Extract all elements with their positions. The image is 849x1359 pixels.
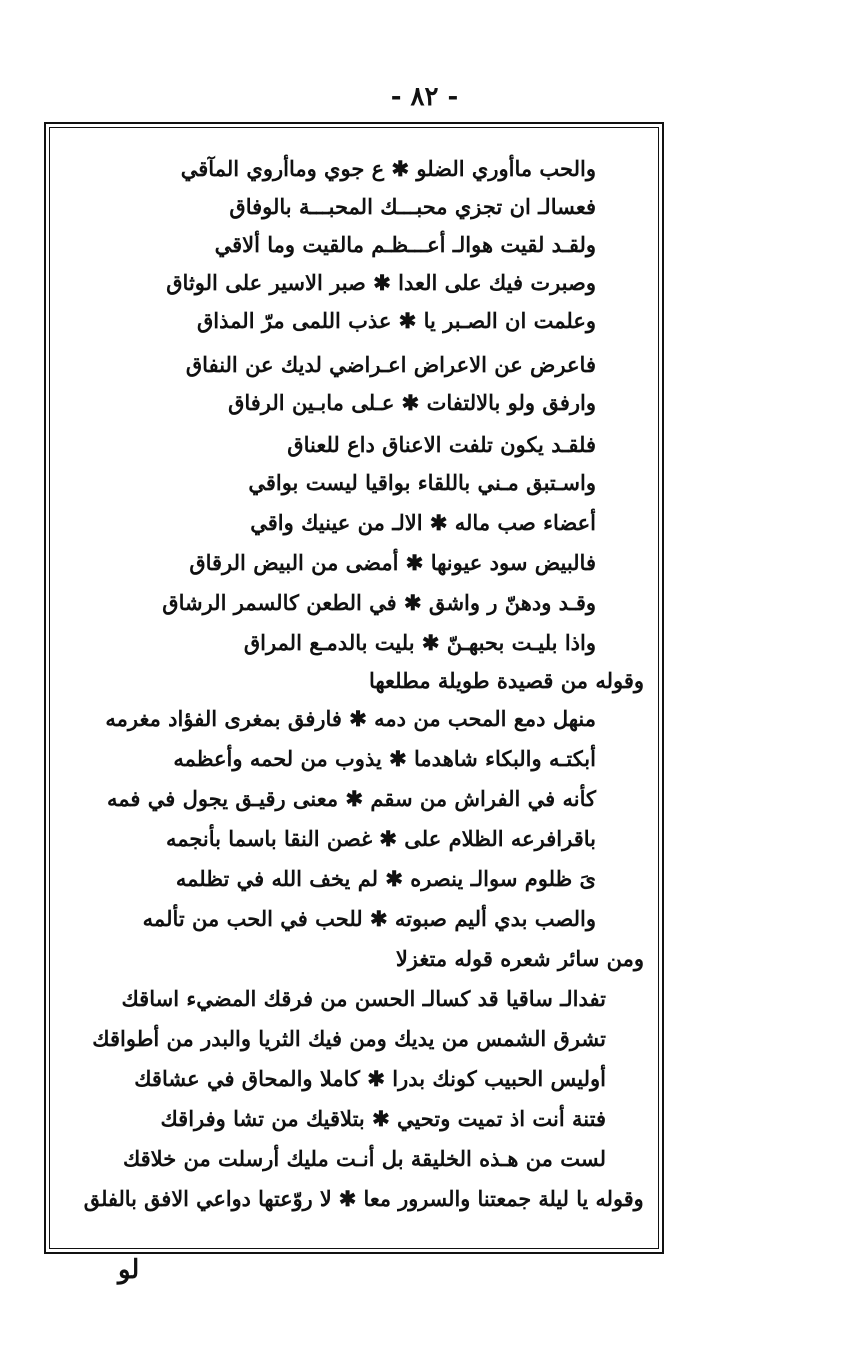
catchword: لو: [118, 1255, 140, 1285]
verse-line: وصبرت فيك على العدا ✱ صبر الاسير على الوثاق: [166, 270, 596, 295]
verse-line: والصب بدي أليم صبوته ✱ للحب في الحب من تألمه: [142, 906, 596, 931]
verse-line: والحب ماأوري الضلو ✱ ع جوي وماأروي المآقي: [180, 156, 596, 181]
verse-line: فتنة أنت اذ تميت وتحيي ✱ بتلاقيك من تشا وفراقك: [160, 1106, 606, 1131]
verse-line: باقرافرعه الظلام على ✱ غصن النقا باسما بأنجمه: [165, 826, 596, 851]
section-heading: وقوله من قصيدة طويلة مطلعها: [368, 668, 644, 693]
verse-line: فاعرض عن الاعراض اعـراضي لديك عن النفاق: [185, 352, 596, 377]
verse-line: أوليس الحبيب كونك بدرا ✱ كاملا والمحاق في عشاقك: [134, 1066, 606, 1091]
verse-line: ىَ ظلوم سوالـ ينصره ✱ لم يخف الله في تظلمه: [175, 866, 596, 891]
verse-line: وعلمت ان الصـبر يا ✱ عذب اللمى مرّ المذاق: [197, 308, 596, 333]
verse-line: تشرق الشمس من يديك ومن فيك الثريا والبدر من أطواقك: [92, 1026, 606, 1051]
verse-line: أعضاء صب ماله ✱ الالـ من عينيك واقي: [250, 510, 596, 535]
verse-line: فعسالـ ان تجزي محبـــك المحبـــة بالوفاق: [229, 194, 596, 219]
verse-line: تفدالـ ساقيا قد كسالـ الحسن من فرقك المضيء اساقك: [121, 986, 606, 1011]
verse-line: وقوله يا ليلة جمعتنا والسرور معا ✱ لا روّعتها دواعي الافق بالفلق: [84, 1186, 644, 1211]
verse-line: منهل دمع المحب من دمه ✱ فارفق بمغرى الفؤاد مغرمه: [105, 706, 596, 731]
verse-line: وارفق ولو بالالتفات ✱ عـلى مابـين الرفاق: [228, 390, 596, 415]
verse-line: ولقـد لقيت هوالـ أعـــظـم مالقيت وما ألاقي: [214, 232, 596, 257]
verse-line: واسـتبق مـني باللقاء بواقيا ليست بواقي: [248, 470, 596, 495]
verse-line: فلقـد يكون تلفت الاعناق داع للعناق: [287, 432, 596, 457]
verse-line: أبكتـه والبكاء شاهدما ✱ يذوب من لحمه وأعظمه: [173, 746, 596, 771]
section-heading: ومن سائر شعره قوله متغزلا: [395, 946, 644, 971]
verse-line: لست من هـذه الخليقة بل أنـت مليك أرسلت من خلاقك: [122, 1146, 606, 1171]
poem-body: [56, 140, 652, 1245]
verse-line: واذا بليـت بحبهـنّ ✱ بليت بالدمـع المراق: [243, 630, 596, 655]
verse-line: وقـد ودهنّ ر واشق ✱ في الطعن كالسمر الرشاق: [162, 590, 596, 615]
verse-line: كأنه في الفراش من سقم ✱ معنى رقيـق يجول في فمه: [107, 786, 596, 811]
verse-line: فالبيض سود عيونها ✱ أمضى من البيض الرقاق: [189, 550, 596, 575]
page-number: - ٨٢ -: [390, 82, 459, 112]
